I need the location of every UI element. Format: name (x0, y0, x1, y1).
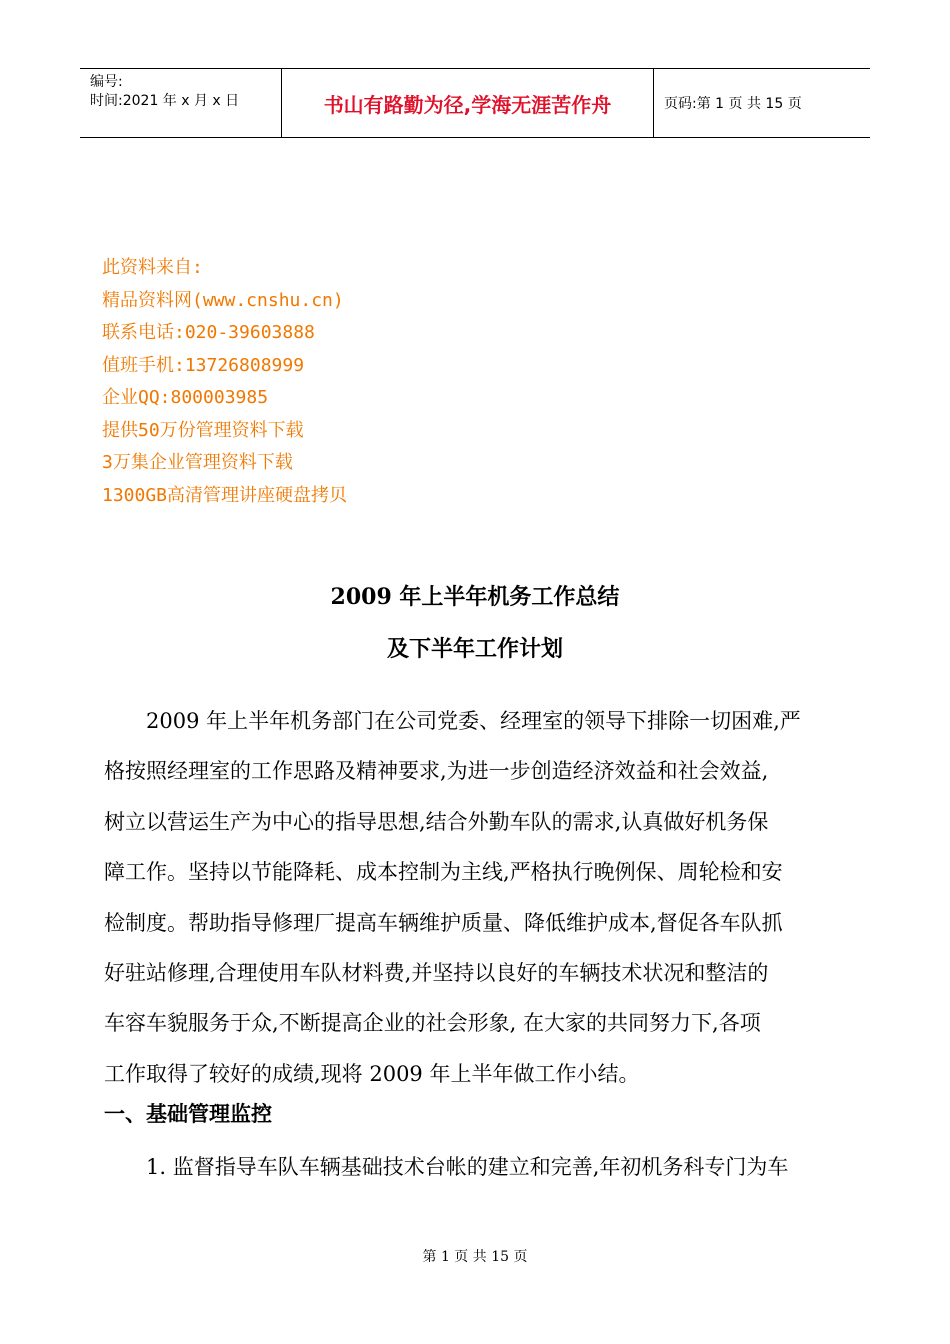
source-line: 此资料来自: (102, 257, 203, 278)
source-line: 值班手机:13726808999 (102, 354, 305, 376)
paragraph-line: 检制度。帮助指导修理厂提高车辆维护质量、降低维护成本,督促各车队抓 (104, 910, 783, 935)
intro-paragraph (104, 696, 849, 1099)
paragraph-line: 格按照经理室的工作思路及精神要求,为进一步创造经济效益和社会效益, (104, 759, 769, 784)
header-page-label: 页码:第 1 页 共 15 页 (664, 96, 802, 112)
document-title: 2009 年上半年机务工作总结 (330, 584, 620, 610)
document-number-label: 编号: (90, 74, 123, 90)
header-slogan-cell (282, 69, 654, 137)
source-line: 1300GB高清管理讲座硬盘拷贝 (102, 484, 348, 506)
paragraph-line: 车容车貌服务于众,不断提高企业的社会形象, 在大家的共同努力下,各项 (104, 1011, 761, 1036)
paragraph-line: 障工作。坚持以节能降耗、成本控制为主线,严格执行晚例保、周轮检和安 (104, 860, 783, 885)
source-line: 精品资料网(www.cnshu.cn) (102, 289, 344, 311)
source-line: 联系电话:020-39603888 (102, 322, 315, 343)
source-line: 企业QQ:800003985 (102, 387, 269, 408)
header-info-cell (80, 69, 282, 137)
header-page-cell (654, 69, 870, 137)
paragraph-line: 1. 监督指导车队车辆基础技术台帐的建立和完善,年初机务科专门为车 (146, 1155, 789, 1179)
header-slogan: 书山有路勤为径,学海无涯苦作舟 (323, 92, 612, 117)
item-paragraph (104, 1142, 849, 1192)
header-table (80, 68, 870, 138)
document-time-label: 时间:2021 年 x 月 x 日 (90, 93, 240, 109)
paragraph-line: 好驻站修理,合理使用车队材料费,并坚持以良好的车辆技术状况和整洁的 (104, 961, 769, 986)
source-line: 提供50万份管理资料下载 (102, 419, 304, 441)
section-heading: 一、基础管理监控 (104, 1101, 272, 1126)
document-subtitle: 及下半年工作计划 (386, 636, 563, 662)
paragraph-line: 2009 年上半年机务部门在公司党委、经理室的领导下排除一切困难,严 (146, 709, 801, 733)
paragraph-line: 工作取得了较好的成绩,现将 2009 年上半年做工作小结。 (104, 1061, 640, 1086)
page-footer: 第 1 页 共 15 页 (422, 1249, 528, 1265)
source-info-block (102, 252, 347, 512)
paragraph-line: 树立以营运生产为中心的指导思想,结合外勤车队的需求,认真做好机务保 (104, 809, 769, 834)
source-line: 3万集企业管理资料下载 (102, 452, 293, 473)
